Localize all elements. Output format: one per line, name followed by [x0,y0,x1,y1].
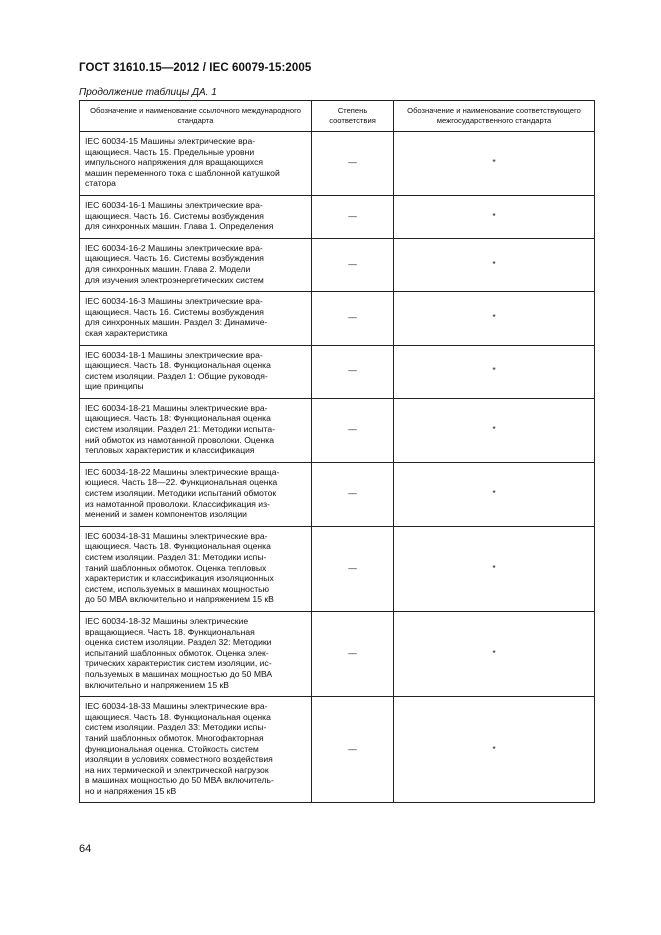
degree-cell: — [312,398,394,462]
international-standard-cell: IEC 60034-18-22 Машины электрические враща- ющиеся. Часть 18—22. Функциональная оценка систем изоляции. Методики испытаний обмоток из намотанной проволоки. Классификация из- менений и замен компонентов изоляции [80,462,312,526]
degree-cell: — [312,462,394,526]
interstate-standard-cell: * [394,611,595,696]
reference-table [79,100,595,803]
degree-cell: — [312,697,394,803]
document-title: ГОСТ 31610.15—2012 / IEC 60079-15:2005 [79,62,312,74]
international-standard-cell: IEC 60034-15 Машины электрические вра- щающиеся. Часть 15. Предельные уровни импульсного напряжения для вращающихся машин переменного тока с шаблонной катушкой статора [80,132,312,196]
table-header-row [80,101,595,132]
table-row [80,238,595,291]
interstate-standard-cell: * [394,345,595,398]
interstate-standard-cell: * [394,238,595,291]
table-row [80,132,595,196]
table-row [80,611,595,696]
international-standard-cell: IEC 60034-18-1 Машины электрические вра- щающиеся. Часть 18. Функциональная оценка систем изоляции. Раздел 1: Общие руководя- щие принципы [80,345,312,398]
international-standard-cell: IEC 60034-18-32 Машины электрические вращающиеся. Часть 18. Функциональная оценка систем изоляции. Раздел 32: Методики испытаний шаблонных обмоток. Оценка элек- трических характеристик систем изоляции, ис- пользуемых в машинах мощностью до 50 МВА включительно и напряжением 15 кВ [80,611,312,696]
interstate-standard-cell: * [394,292,595,345]
page-number: 64 [79,843,92,855]
table-row [80,398,595,462]
international-standard-cell: IEC 60034-18-33 Машины электрические вра- щающиеся. Часть 18. Функциональная оценка систем изоляции. Раздел 33: Методики испы- таний шаблонных обмоток. Многофакторная функциональная оценка. Стойкость систем изоляции в условиях совместного воздействия на них термической и электрической нагрузок в машинах мощностью до 50 МВА включитель- но и напряжения 15 кВ [80,697,312,803]
interstate-standard-cell: * [394,398,595,462]
table-caption: Продолжение таблицы ДА. 1 [79,87,217,98]
international-standard-cell: IEC 60034-16-1 Машины электрические вра- щающиеся. Часть 16. Системы возбуждения для синхронных машин. Глава 1. Определения [80,195,312,238]
interstate-standard-cell: * [394,462,595,526]
international-standard-cell: IEC 60034-16-3 Машины электрические вра- щающиеся. Часть 16. Системы возбуждения для синхронных машин. Раздел 3: Динамиче- ская характеристика [80,292,312,345]
degree-cell: — [312,132,394,196]
international-standard-cell: IEC 60034-18-21 Машины электрические вра- щающиеся. Часть 18: Функциональная оценка систем изоляции. Раздел 21: Методики испыта- ний обмоток из намотанной проволоки. Оценка тепловых характеристик и классификация [80,398,312,462]
column-header-interstate: Обозначение и наименование соответствующего межгосударственного стандарта [394,101,595,132]
international-standard-cell: IEC 60034-18-31 Машины электрические вра- щающиеся. Часть 18. Функциональная оценка систем изоляции. Раздел 31: Методики испы- таний шаблонных обмоток. Оценка тепловых характеристик и классификация изоляционных систем, используемых в машинах мощностью до 50 МВА включительно и напряжением 15 кВ [80,526,312,611]
table-row [80,697,595,803]
degree-cell: — [312,526,394,611]
column-header-degree: Степень соответствия [312,101,394,132]
degree-cell: — [312,238,394,291]
table-row [80,462,595,526]
degree-cell: — [312,292,394,345]
table-body [80,132,595,803]
column-header-international: Обозначение и наименование ссылочного международного стандарта [80,101,312,132]
degree-cell: — [312,345,394,398]
international-standard-cell: IEC 60034-16-2 Машины электрические вра- щающиеся. Часть 16. Системы возбуждения для синхронных машин. Глава 2. Модели для изучения электроэнергетических систем [80,238,312,291]
interstate-standard-cell: * [394,132,595,196]
table-row [80,292,595,345]
degree-cell: — [312,195,394,238]
table-row [80,195,595,238]
table-row [80,526,595,611]
degree-cell: — [312,611,394,696]
interstate-standard-cell: * [394,526,595,611]
interstate-standard-cell: * [394,195,595,238]
interstate-standard-cell: * [394,697,595,803]
table-row [80,345,595,398]
